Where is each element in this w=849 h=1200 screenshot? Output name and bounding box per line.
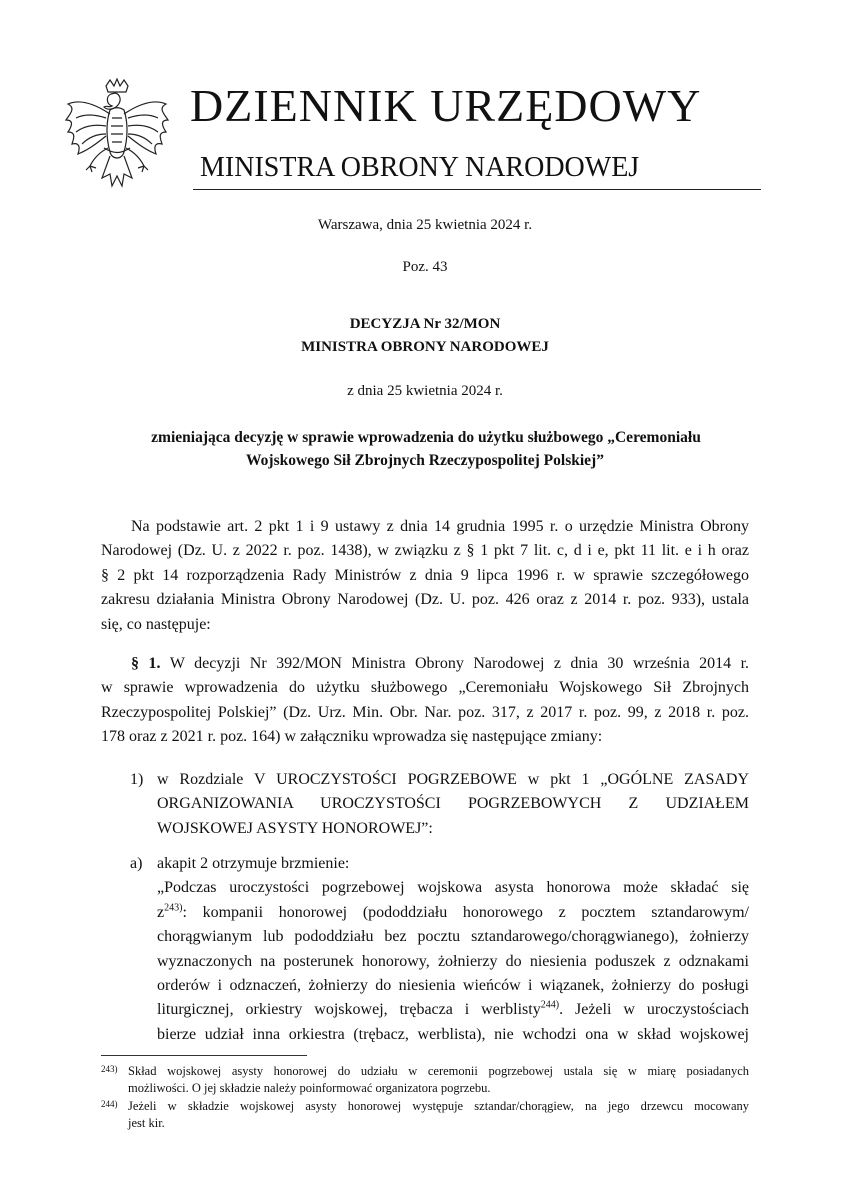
footnote-line: możliwości. O jej składzie należy poinformować organizatora pogrzebu. [128, 1081, 491, 1095]
section-1-line [101, 652, 749, 676]
item-a [157, 852, 749, 1047]
decision-issuer: MINISTRA OBRONY NARODOWEJ [301, 339, 549, 355]
section-1-line: Rzeczypospolitej Polskiej” (Dz. Urz. Min. Obr. Nar. poz. 317, z 2017 r. poz. 99, z 2018 r. poz. [101, 703, 749, 721]
place-date: Warszawa, dnia 25 kwietnia 2024 r. [317, 217, 533, 233]
item-1 [157, 768, 749, 841]
item-a-line [157, 998, 749, 1022]
item-a-line: chorągwianym lub pododdziału bez pocztu sztandarowego/chorągwianego), żołnierzy [157, 928, 749, 946]
item-a-line: orderów i odznaczeń, żołnierzy do niesienia wieńców i wiązanek, żołnierzy do posługi [157, 977, 749, 995]
footnote-ref-244[interactable]: 244) [540, 1000, 560, 1012]
section-1-line: 178 oraz z 2021 r. poz. 164) w załączniku wprowadza się następujące zmiany: [101, 728, 603, 746]
decision-subject-line1: zmieniająca decyzję w sprawie wprowadzenia do użytku służbowego „Ceremoniału [151, 429, 701, 446]
item-a-text: liturgicznej, orkiestry wojskowej, trębacza i werblisty [157, 1001, 541, 1019]
footnote-mark: 244) [101, 1099, 118, 1109]
preamble [101, 515, 749, 637]
section-1-text: W decyzji Nr 392/MON Ministra Obrony Narodowej z dnia 30 września 2014 r. [169, 655, 750, 672]
footnote-line: Skład wojskowej asysty honorowej do udziału w ceremonii pogrzebowej ustala się w miarę posiadanych [128, 1064, 749, 1078]
journal-title: DZIENNIK URZĘDOWY [190, 80, 702, 131]
section-1 [101, 652, 749, 750]
decision-number: DECYZJA Nr 32/MON [349, 316, 501, 332]
journal-subtitle: MINISTRA OBRONY NARODOWEJ [200, 152, 640, 183]
item-a-text: . Jeżeli w uroczystościach [559, 1001, 750, 1019]
decision-date: z dnia 25 kwietnia 2024 r. [347, 383, 503, 399]
section-1-line: w sprawie wprowadzenia do użytku służbowego „Ceremoniału Wojskowego Sił Zbrojnych [101, 679, 749, 697]
item-1-number: 1) [130, 771, 144, 788]
footnote-line: Jeżeli w składzie wojskowej asysty honorowej występuje sztandar/chorągiew, na jego drzewcu mocowany [128, 1099, 749, 1113]
section-1-label: § 1. [131, 655, 161, 672]
footnote-mark: 243) [101, 1064, 118, 1074]
item-a-text: : kompanii honorowej (pododdziału honorowego z pocztem sztandarowym/ [182, 903, 749, 921]
header-divider [193, 189, 761, 190]
item-a-letter: a) [130, 855, 143, 872]
item-a-intro: akapit 2 otrzymuje brzmienie: [157, 855, 350, 872]
item-a-text: z [157, 903, 165, 921]
preamble-line: § 2 pkt 14 rozporządzenia Rady Ministrów z dnia 9 lipca 1996 r. w sprawie szczegółowego [101, 566, 749, 584]
item-a-line: bierze udział inna orkiestra (trębacz, werblista), nie wchodzi ona w skład wojskowej [157, 1025, 749, 1043]
footnote-ref-243[interactable]: 243) [164, 902, 183, 914]
preamble-line: się, co następuje: [101, 615, 211, 633]
item-a-line [157, 901, 749, 925]
preamble-line: zakresu działania Ministra Obrony Narodowej (Dz. U. poz. 426 oraz z 2014 r. poz. 933), ustala [101, 591, 749, 609]
item-1-line: ORGANIZOWANIA UROCZYSTOŚCI POGRZEBOWYCH Z UDZIAŁEM [157, 795, 749, 813]
decision-subject-line2: Wojskowego Sił Zbrojnych Rzeczypospolitej Polskiej” [246, 452, 604, 469]
item-a-line: „Podczas uroczystości pogrzebowej wojskowa asysta honorowa może składać się [157, 879, 749, 897]
item-1-line: w Rozdziale V UROCZYSTOŚCI POGRZEBOWE w pkt 1 „OGÓLNE ZASADY [157, 771, 749, 788]
polish-eagle-emblem-icon [62, 78, 172, 206]
footnote-divider [101, 1055, 307, 1056]
preamble-line: Narodowej (Dz. U. z 2022 r. poz. 1438), w związku z § 1 pkt 7 lit. c, d i e, pkt 11 lit. e i h oraz [101, 542, 749, 560]
position-number: Poz. 43 [402, 259, 448, 275]
footnote-line: jest kir. [128, 1116, 165, 1130]
preamble-line: Na podstawie art. 2 pkt 1 i 9 ustawy z dnia 14 grudnia 1995 r. o urzędzie Ministra Obrony [131, 518, 749, 535]
item-1-line: WOJSKOWEJ ASYSTY HONOROWEJ”: [157, 819, 433, 837]
item-a-line: wyznaczonych na posterunek honorowy, żołnierzy do niesienia poduszek z odznakami [157, 952, 749, 970]
